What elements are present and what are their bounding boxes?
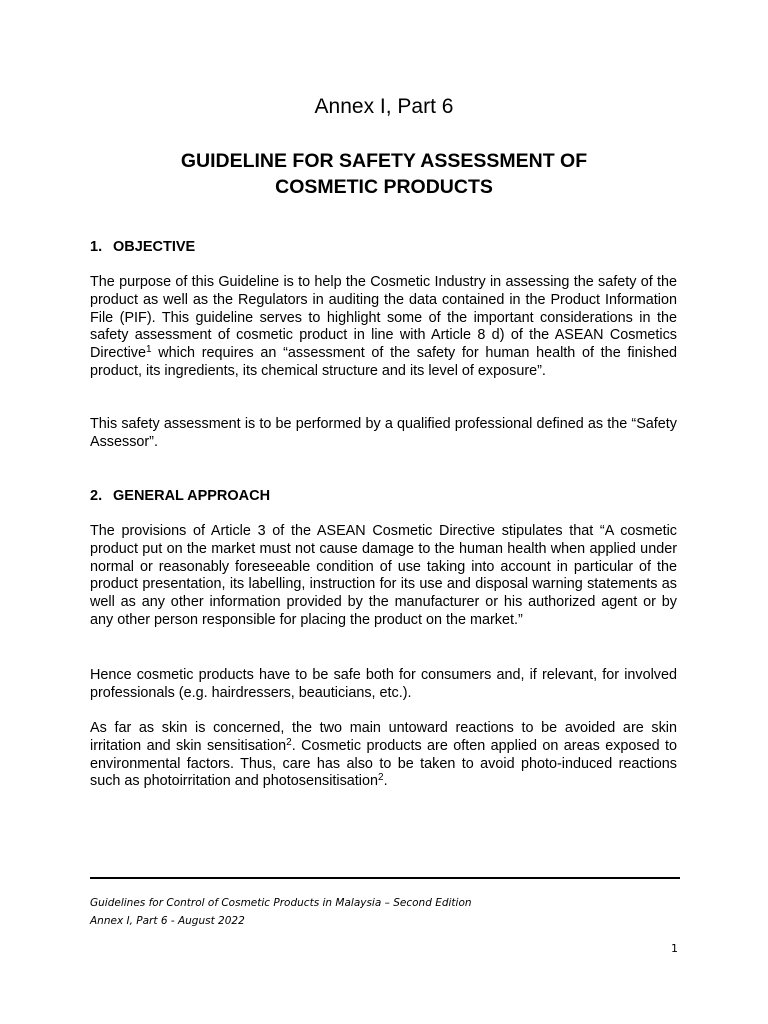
general-approach-paragraph-3 <box>90 720 677 791</box>
section-heading-general-approach <box>90 487 270 505</box>
document-title-line-1: GUIDELINE FOR SAFETY ASSESSMENT OF <box>180 150 588 172</box>
objective-paragraph-1 <box>90 274 677 381</box>
section-number: 1. <box>90 239 103 255</box>
section-heading-text: OBJECTIVE <box>113 239 196 255</box>
objective-paragraph-2: This safety assessment is to be performed by a qualified professional defined as the “Safety Assessor”. <box>90 416 677 450</box>
paragraph-text: which requires an “assessment of the safety for human health of the finished product, its ingredients, its chemical structure and its level of exposure”. <box>90 345 677 379</box>
footer-divider <box>90 877 680 879</box>
paragraph-text: . <box>383 773 388 790</box>
document-title <box>0 148 768 200</box>
document-title-line-2: COSMETIC PRODUCTS <box>275 176 493 198</box>
footnote-reference: 2 <box>378 772 384 784</box>
general-approach-paragraph-1: The provisions of Article 3 of the ASEAN Cosmetic Directive stipulates that “A cosmetic product put on the market must not cause damage to the human health when applied under normal or reasonably foreseeable condition of use taking into account in particular of the product presentation, its labelling, instruction for its use and disposal warning statements as well as any other information provided by the manufacturer or his authorized agent or by any other person responsible for placing the product on the market.” <box>90 523 677 628</box>
footnote-reference: 1 <box>145 344 152 356</box>
footer-document-title: Guidelines for Control of Cosmetic Products in Malaysia – Second Edition <box>90 897 472 909</box>
section-heading-objective <box>90 238 195 256</box>
paragraph-text: The purpose of this Guideline is to help the Cosmetic Industry in assessing the safety of the product as well as the Regulators in auditing the data contained in the Product Information File (PIF). This guideline serves to highlight some of the important considerations in the safety assessment of cosmetic product in line with Article 8 d) of the ASEAN Cosmetics Directive <box>90 274 677 362</box>
section-heading-text: GENERAL APPROACH <box>113 488 271 504</box>
paragraph-text: . Cosmetic products are often applied on areas exposed to environmental factors. Thus, care has also to be taken to avoid photo-induced reactions such as photoirritation and photosensitisation <box>90 737 677 790</box>
paragraph-text: As far as skin is concerned, the two main untoward reactions to be avoided are skin irritation and skin sensitisation <box>90 720 677 754</box>
footnote-reference: 2 <box>286 736 292 748</box>
general-approach-paragraph-2: Hence cosmetic products have to be safe both for consumers and, if relevant, for involved professionals (e.g. hairdressers, beauticians, etc.). <box>90 667 677 701</box>
footer-edition-date: Annex I, Part 6 - August 2022 <box>90 915 245 927</box>
section-number: 2. <box>90 488 103 504</box>
page-number: 1 <box>671 942 678 955</box>
annex-title: Annex I, Part 6 <box>314 95 454 118</box>
